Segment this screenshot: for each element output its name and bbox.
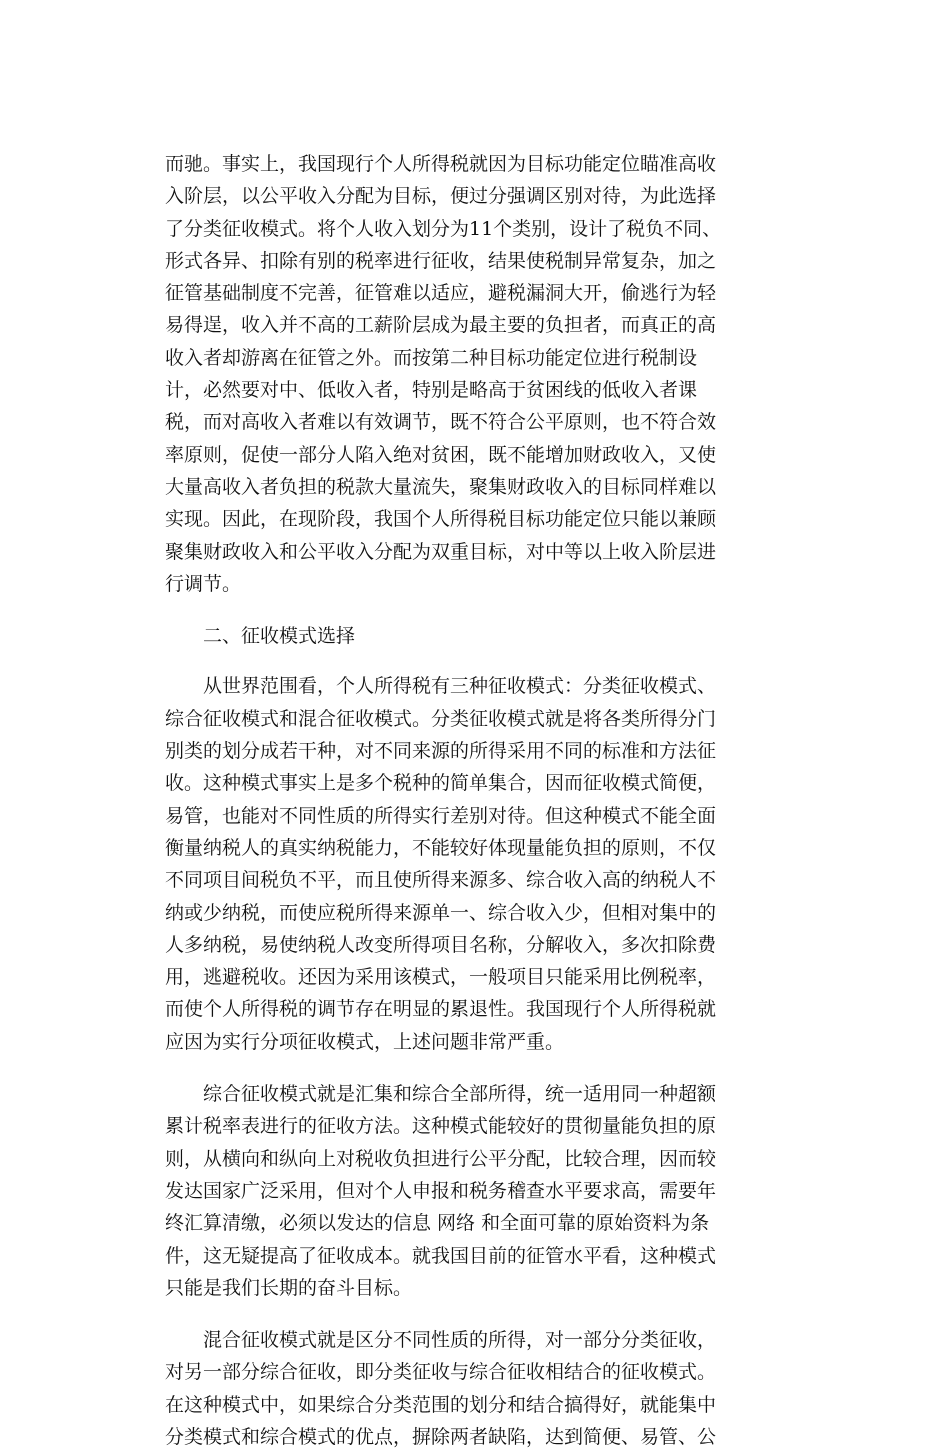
- text-line: 而使个人所得税的调节存在明显的累退性。我国现行个人所得税就: [165, 998, 717, 1021]
- text-line: 收入者却游离在征管之外。而按第二种目标功能定位进行税制设: [165, 346, 698, 369]
- text-line: 混合征收模式就是区分不同性质的所得，对一部分分类征收，: [165, 1329, 717, 1352]
- text-line: 率原则，促使一部分人陷入绝对贫困，既不能增加财政收入，又使: [165, 443, 717, 466]
- text-line: 综合征收模式和混合征收模式。分类征收模式就是将各类所得分门: [165, 707, 717, 730]
- text-line: 实现。因此，在现阶段，我国个人所得税目标功能定位只能以兼顾: [165, 508, 717, 531]
- text-line: 人多纳税，易使纳税人改变所得项目名称，分解收入，多次扣除费: [165, 933, 717, 956]
- text-line: 而驰。事实上，我国现行个人所得税就因为目标功能定位瞄准高收: [165, 153, 717, 175]
- text-line: 别类的划分成若干种，对不同来源的所得采用不同的标准和方法征: [165, 740, 717, 763]
- text-line: 应因为实行分项征收模式，上述问题非常严重。: [165, 1030, 565, 1053]
- text-line: 形式各异、扣除有别的税率进行征收，结果使税制异常复杂，加之: [165, 249, 717, 272]
- section-heading: 二、征收模式选择: [203, 625, 356, 648]
- text-line: 征管基础制度不完善，征管难以适应，避税漏洞大开，偷逃行为轻: [165, 282, 717, 305]
- text-line: 计，必然要对中、低收入者，特别是略高于贫困线的低收入者课: [165, 379, 698, 402]
- text-line: 了分类征收模式。将个人收入划分为11个类别，设计了税负不同、: [165, 217, 722, 240]
- paragraph-spacing: [165, 652, 773, 670]
- text-line: 只能是我们长期的奋斗目标。: [165, 1276, 413, 1299]
- paragraph-tax-target-positioning: [165, 148, 773, 600]
- paragraph-comprehensive-mode: [165, 1078, 773, 1304]
- text-line: 对另一部分综合征收，即分类征收与综合征收相结合的征收模式。: [165, 1361, 717, 1384]
- text-line: 易得逞，收入并不高的工薪阶层成为最主要的负担者，而真正的高: [165, 314, 717, 337]
- text-line: 收。这种模式事实上是多个税种的简单集合，因而征收模式简便，: [165, 772, 717, 795]
- text-line: 综合征收模式就是汇集和综合全部所得，统一适用同一种超额: [165, 1083, 717, 1106]
- text-line: 累计税率表进行的征收方法。这种模式能较好的贯彻量能负担的原: [165, 1115, 717, 1138]
- text-line: 在这种模式中，如果综合分类范围的划分和结合搞得好，就能集中: [165, 1393, 717, 1416]
- text-line: 不同项目间税负不平，而且使所得来源多、综合收入高的纳税人不: [165, 869, 717, 892]
- text-line: 税，而对高收入者难以有效调节，既不符合公平原则，也不符合效: [165, 411, 717, 434]
- text-line: 易管，也能对不同性质的所得实行差别对待。但这种模式不能全面: [165, 804, 717, 827]
- paragraph-spacing: [165, 1058, 773, 1078]
- text-line: 从世界范围看，个人所得税有三种征收模式：分类征收模式、: [165, 675, 717, 698]
- text-line: 行调节。: [165, 572, 242, 595]
- paragraph-mixed-mode: [165, 1324, 773, 1453]
- text-line: 用，逃避税收。还因为采用该模式，一般项目只能采用比例税率，: [165, 966, 717, 989]
- text-line: 终汇算清缴，必须以发达的信息 网络 和全面可靠的原始资料为条: [165, 1212, 710, 1235]
- text-line: 入阶层，以公平收入分配为目标，便过分强调区别对待，为此选择: [165, 185, 717, 208]
- text-line: 则，从横向和纵向上对税收负担进行公平分配，比较合理，因而较: [165, 1147, 717, 1170]
- paragraph-spacing: [165, 1304, 773, 1324]
- document-body: [165, 148, 773, 1453]
- text-line: 发达国家广泛采用，但对个人申报和税务稽查水平要求高，需要年: [165, 1179, 717, 1202]
- text-line: 聚集财政收入和公平收入分配为双重目标，对中等以上收入阶层进: [165, 540, 717, 563]
- text-line: 分类模式和综合模式的优点，摒除两者缺陷，达到简便、易管、公: [165, 1425, 717, 1448]
- text-line: 衡量纳税人的真实纳税能力，不能较好体现量能负担的原则，不仅: [165, 836, 717, 859]
- text-line: 大量高收入者负担的税款大量流失，聚集财政收入的目标同样难以: [165, 475, 717, 498]
- paragraph-spacing: [165, 600, 773, 620]
- paragraph-classified-mode: [165, 670, 773, 1058]
- text-line: 纳或少纳税，而使应税所得来源单一、综合收入少，但相对集中的: [165, 901, 717, 924]
- text-line: 件，这无疑提高了征收成本。就我国目前的征管水平看，这种模式: [165, 1244, 717, 1267]
